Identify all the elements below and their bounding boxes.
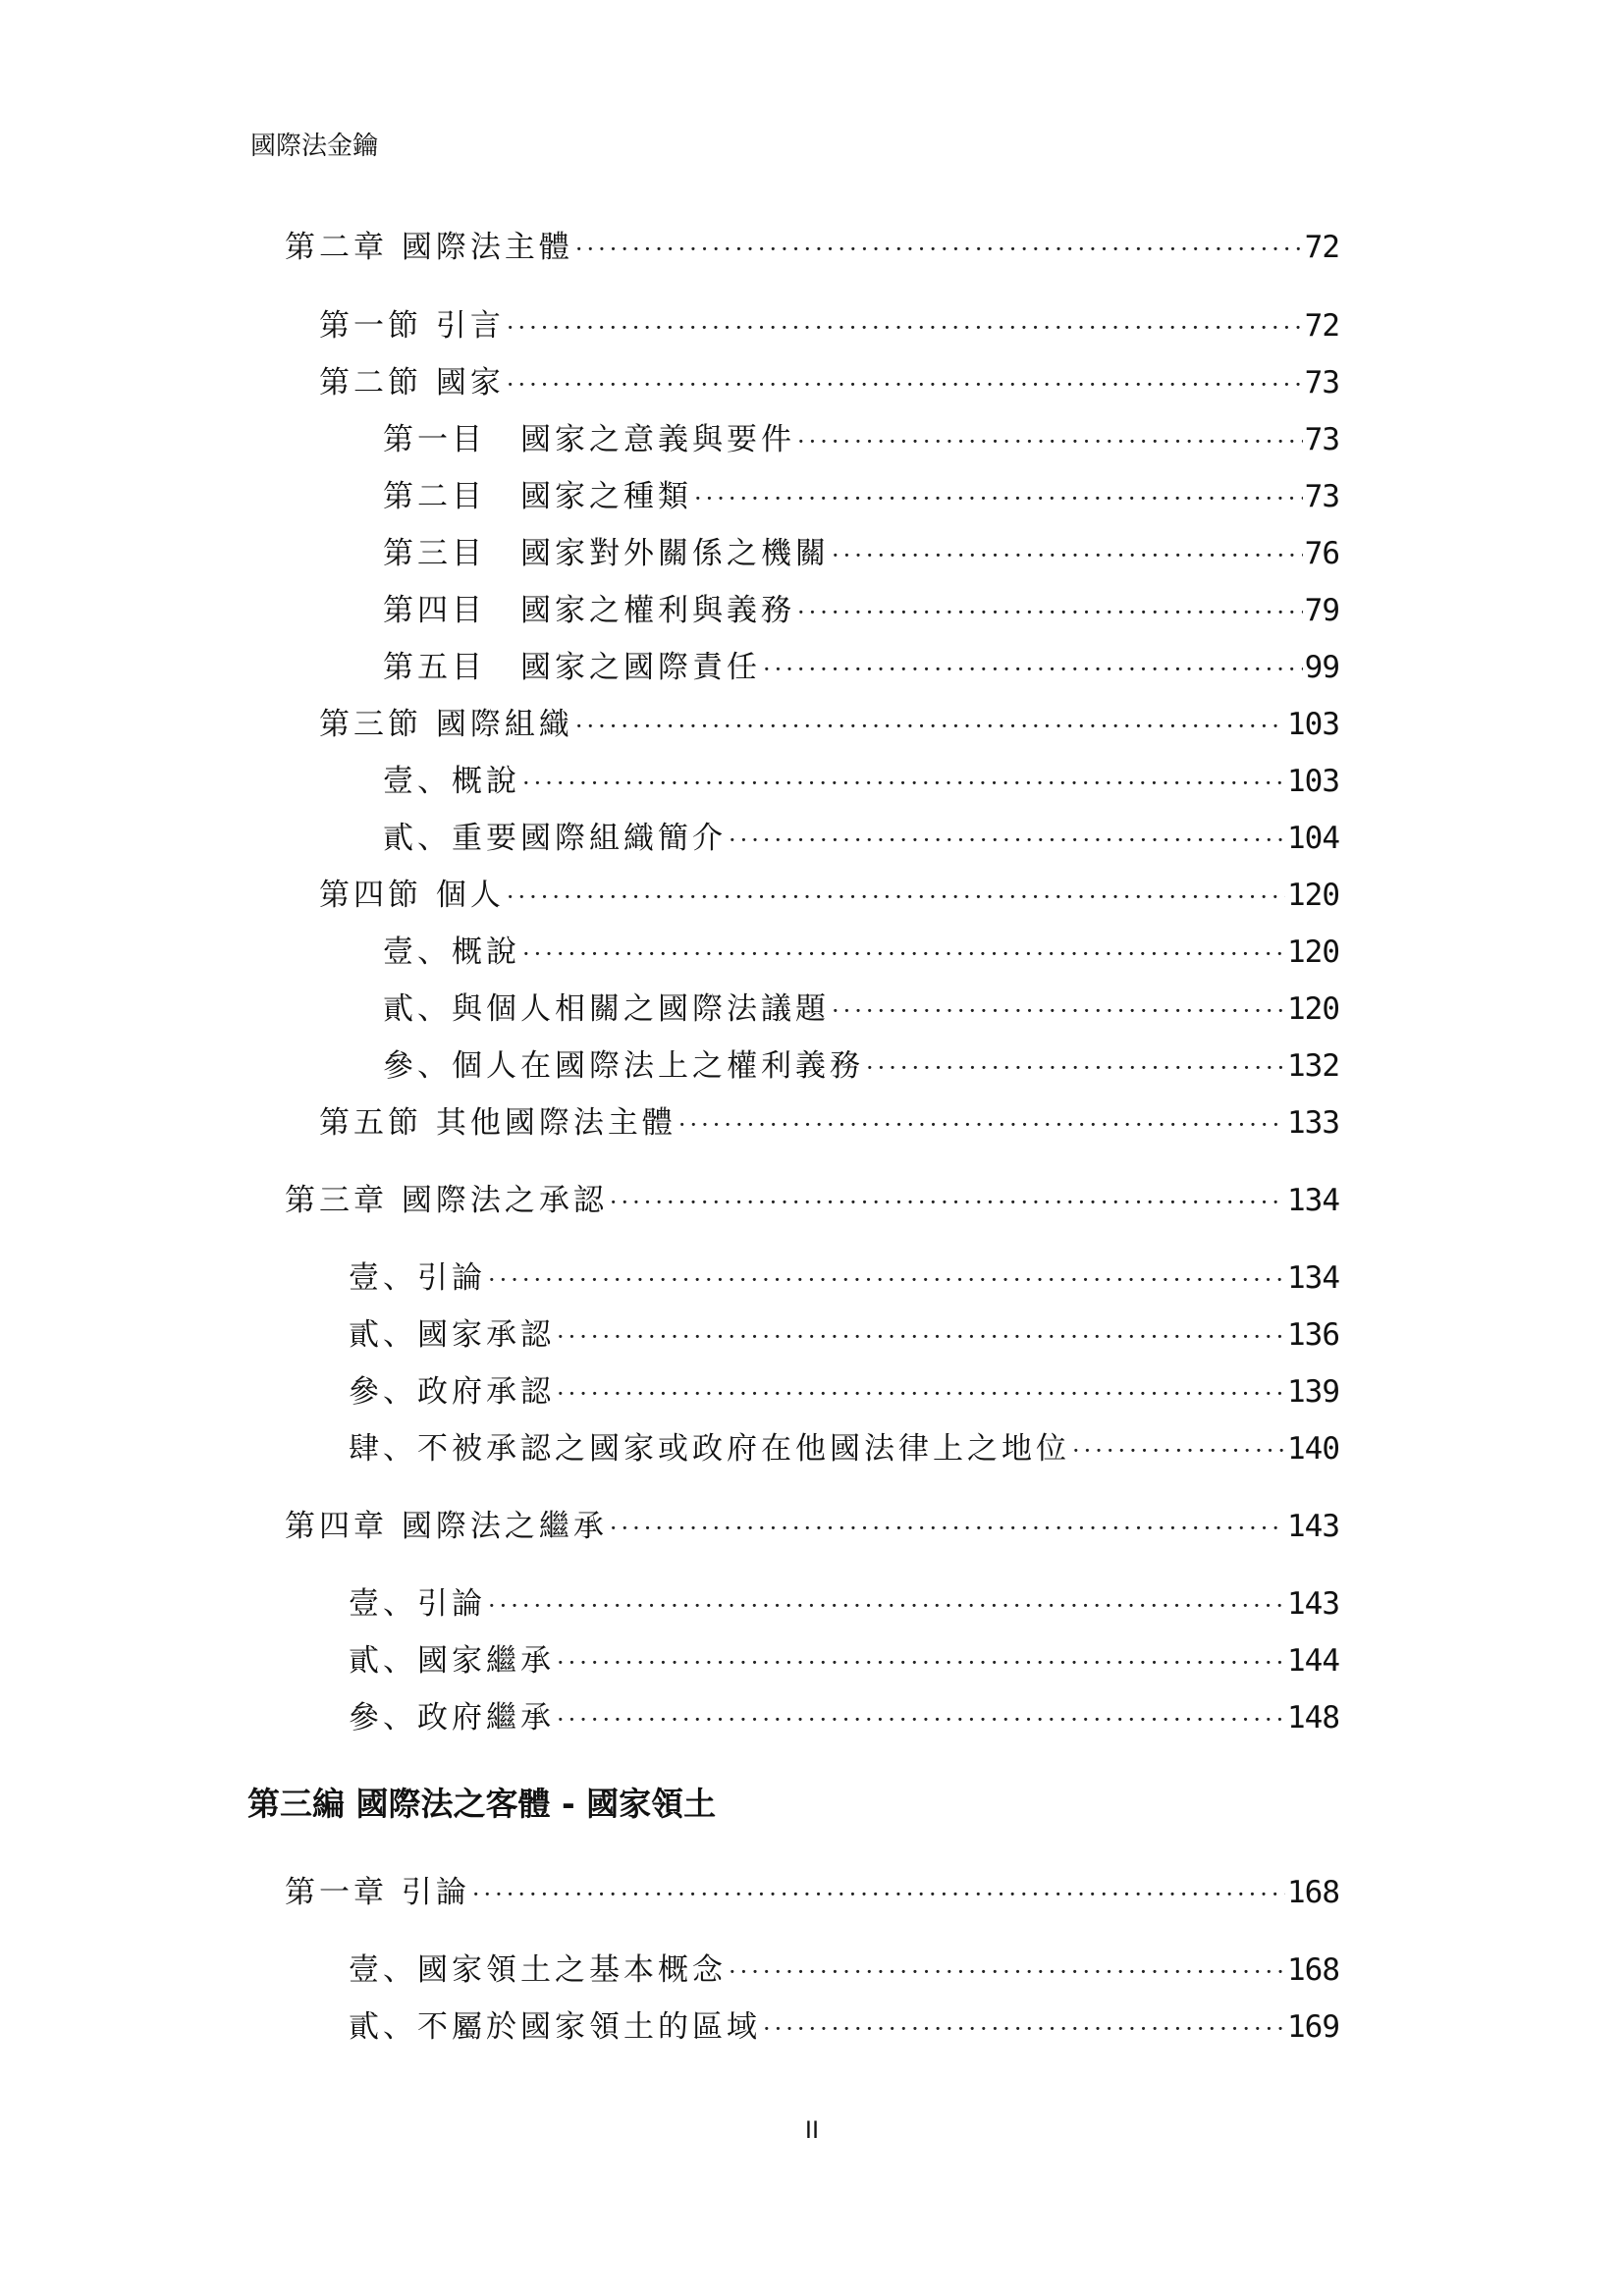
toc-entry-page: 140 — [1287, 1431, 1339, 1467]
dot-leader — [575, 230, 1303, 269]
dot-leader — [610, 1183, 1285, 1222]
toc-entry-page: 104 — [1287, 821, 1339, 856]
toc-entry-page: 144 — [1287, 1643, 1339, 1679]
toc-entry-chapter[interactable] — [285, 228, 1339, 267]
toc-entry-label: 貳、重要國際組織簡介 — [383, 821, 727, 856]
toc-entry-label: 第三章 國際法之承認 — [285, 1183, 608, 1218]
toc-entry-label: 參、個人在國際法上之權利義務 — [383, 1048, 864, 1084]
toc-entry-chapter[interactable] — [285, 1507, 1339, 1546]
toc-entry-item[interactable] — [349, 1372, 1339, 1412]
dot-leader — [488, 1260, 1285, 1300]
toc-entry-section[interactable] — [319, 306, 1339, 346]
toc-entry-label: 壹、概說 — [383, 934, 520, 970]
toc-entry-page: 143 — [1287, 1586, 1339, 1622]
dot-leader — [557, 1643, 1285, 1682]
toc-entry-item[interactable] — [349, 1258, 1339, 1298]
toc-entry-page: 120 — [1287, 991, 1339, 1027]
dot-leader — [575, 707, 1285, 746]
toc-entry-page: 132 — [1287, 1048, 1339, 1084]
dot-leader — [522, 764, 1285, 803]
toc-entry-label: 貳、國家承認 — [349, 1317, 555, 1353]
toc-entry-page: 168 — [1287, 1952, 1339, 1988]
toc-entry-label: 第四章 國際法之繼承 — [285, 1509, 608, 1544]
toc-entry-section[interactable] — [319, 876, 1339, 915]
toc-entry-page: 72 — [1304, 230, 1339, 265]
toc-entry-item[interactable] — [383, 762, 1339, 801]
dot-leader — [832, 536, 1303, 575]
toc-entry-page: 134 — [1287, 1183, 1339, 1218]
toc-entry-item[interactable] — [349, 1315, 1339, 1355]
toc-entry-page: 120 — [1287, 878, 1339, 913]
toc-entry-label: 第一目 國家之意義與要件 — [383, 422, 795, 457]
toc-entry-label: 第二章 國際法主體 — [285, 230, 573, 265]
toc-entry-item[interactable] — [349, 1429, 1339, 1468]
dot-leader — [729, 821, 1285, 860]
dot-leader — [1072, 1431, 1285, 1470]
dot-leader — [507, 308, 1303, 347]
toc-entry-page: 148 — [1287, 1700, 1339, 1735]
toc-entry-label: 第四節 個人 — [319, 878, 505, 913]
toc-entry-page: 103 — [1287, 707, 1339, 742]
toc-entry-item[interactable] — [349, 1950, 1339, 1990]
toc-entry-page: 73 — [1304, 479, 1339, 514]
dot-leader — [507, 365, 1303, 404]
toc-entry-chapter[interactable] — [285, 1873, 1339, 1912]
toc-entry-label: 第一節 引言 — [319, 308, 505, 344]
toc-entry-section[interactable] — [319, 705, 1339, 744]
dot-leader — [557, 1700, 1285, 1739]
toc-entry-label: 壹、國家領土之基本概念 — [349, 1952, 727, 1988]
toc-entry-page: 76 — [1304, 536, 1339, 571]
toc-entry-item[interactable] — [383, 477, 1339, 516]
toc-entry-item[interactable] — [349, 1584, 1339, 1624]
toc-entry-label: 第二節 國家 — [319, 365, 505, 400]
toc-entry-page: 139 — [1287, 1374, 1339, 1410]
toc-entry-label: 第四目 國家之權利與義務 — [383, 593, 795, 628]
toc-entry-item[interactable] — [383, 1046, 1339, 1086]
toc-entry-label: 貳、國家繼承 — [349, 1643, 555, 1679]
dot-leader — [797, 422, 1303, 461]
toc-entry-label: 參、政府承認 — [349, 1374, 555, 1410]
toc-entry-label: 第三節 國際組織 — [319, 707, 573, 742]
toc-entry-section[interactable] — [319, 363, 1339, 402]
dot-leader — [488, 1586, 1285, 1626]
toc-entry-page: 134 — [1287, 1260, 1339, 1296]
toc-entry-page: 73 — [1304, 422, 1339, 457]
dot-leader — [522, 934, 1285, 974]
dot-leader — [678, 1105, 1285, 1145]
toc-entry-page: 168 — [1287, 1875, 1339, 1910]
toc-entry-page: 143 — [1287, 1509, 1339, 1544]
toc-entry-page: 79 — [1304, 593, 1339, 628]
dot-leader — [729, 1952, 1285, 1992]
page-number: II — [804, 2116, 820, 2144]
toc-entry-label: 肆、不被承認之國家或政府在他國法律上之地位 — [349, 1431, 1070, 1467]
dot-leader — [797, 593, 1303, 632]
part-heading: 第三編 國際法之客體 - 國家領土 — [247, 1785, 717, 1823]
toc-entry-section[interactable] — [319, 1103, 1339, 1143]
toc-entry-page: 99 — [1304, 650, 1339, 685]
running-head: 國際法金鑰 — [250, 132, 379, 161]
toc-entry-page: 133 — [1287, 1105, 1339, 1141]
toc-entry-page: 120 — [1287, 934, 1339, 970]
toc-entry-item[interactable] — [383, 819, 1339, 858]
dot-leader — [557, 1374, 1285, 1414]
toc-entry-label: 壹、概說 — [383, 764, 520, 799]
toc-entry-label: 第二目 國家之種類 — [383, 479, 692, 514]
dot-leader — [610, 1509, 1285, 1548]
toc-entry-label: 壹、引論 — [349, 1260, 486, 1296]
dot-leader — [472, 1875, 1285, 1914]
dot-leader — [694, 479, 1303, 518]
toc-entry-item[interactable] — [383, 420, 1339, 459]
toc-entry-page: 103 — [1287, 764, 1339, 799]
toc-entry-chapter[interactable] — [285, 1181, 1339, 1220]
dot-leader — [557, 1317, 1285, 1357]
toc-entry-label: 貳、與個人相關之國際法議題 — [383, 991, 830, 1027]
toc-entry-page: 136 — [1287, 1317, 1339, 1353]
toc-entry-item[interactable] — [349, 2007, 1339, 2047]
toc-entry-label: 參、政府繼承 — [349, 1700, 555, 1735]
toc-entry-item[interactable] — [349, 1698, 1339, 1737]
toc-entry-label: 第一章 引論 — [285, 1875, 470, 1910]
toc-entry-item[interactable] — [383, 534, 1339, 573]
toc-entry-page: 72 — [1304, 308, 1339, 344]
toc-entry-label: 第五目 國家之國際責任 — [383, 650, 761, 685]
toc-entry-label: 壹、引論 — [349, 1586, 486, 1622]
toc-entry-item[interactable] — [349, 1641, 1339, 1681]
dot-leader — [832, 991, 1285, 1031]
dot-leader — [763, 650, 1303, 689]
toc-entry-page: 73 — [1304, 365, 1339, 400]
toc-entry-item[interactable] — [383, 591, 1339, 630]
toc-entry-label: 第五節 其他國際法主體 — [319, 1105, 677, 1141]
toc-entry-item[interactable] — [383, 648, 1339, 687]
dot-leader — [507, 878, 1285, 917]
toc-entry-item[interactable] — [383, 933, 1339, 972]
toc-entry-page: 169 — [1287, 2009, 1339, 2045]
dot-leader — [763, 2009, 1285, 2049]
toc-entry-label: 第三目 國家對外關係之機關 — [383, 536, 830, 571]
toc-entry-label: 貳、不屬於國家領土的區域 — [349, 2009, 761, 2045]
toc-entry-item[interactable] — [383, 989, 1339, 1029]
dot-leader — [866, 1048, 1285, 1088]
